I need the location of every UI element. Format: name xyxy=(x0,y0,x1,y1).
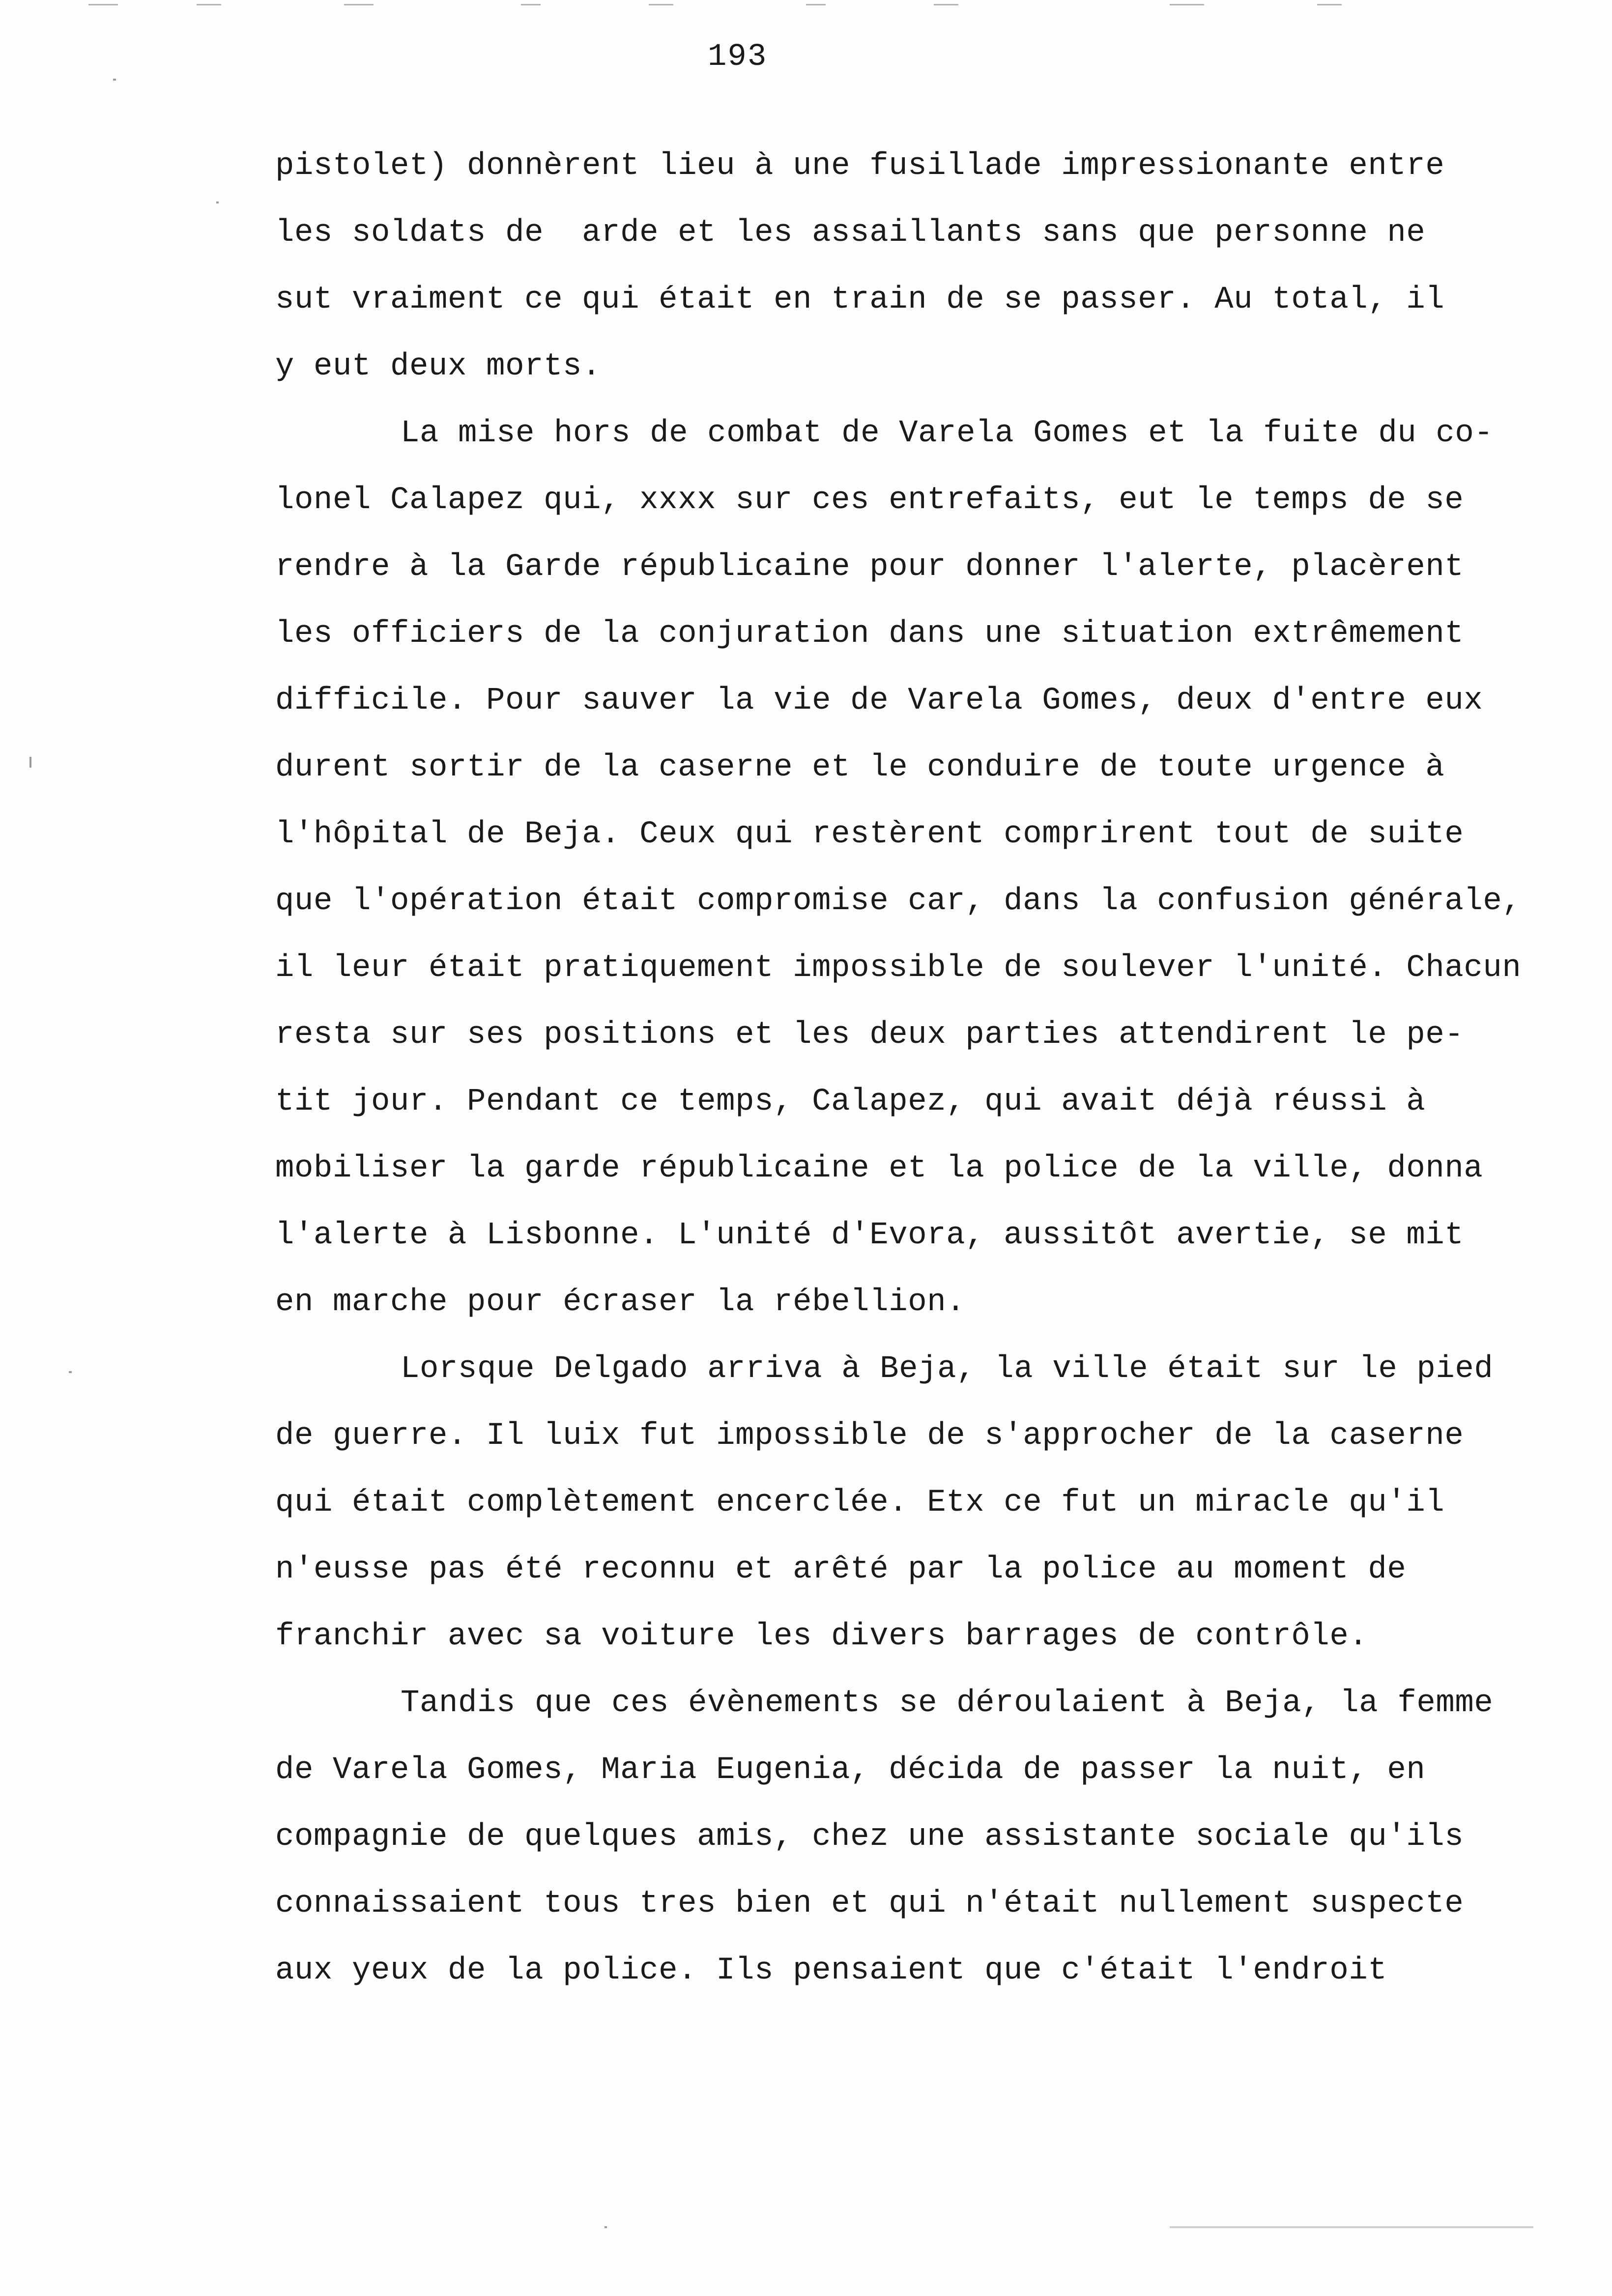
text-line: de guerre. Il luix fut impossible de s'approcher de la caserne xyxy=(275,1418,1464,1454)
scan-artifact xyxy=(1317,4,1342,5)
scan-artifact xyxy=(29,757,31,768)
scan-artifact xyxy=(113,79,116,81)
text-line: il leur était pratiquement impossible de soulever l'unité. Chacun xyxy=(275,950,1522,986)
text-line: les soldats de arde et les assaillants sans que personne ne xyxy=(275,215,1426,251)
scan-artifact xyxy=(806,4,826,5)
text-line: les officiers de la conjuration dans une situation extrêmement xyxy=(275,616,1464,652)
text-line: n'eusse pas été reconnu et arêté par la police au moment de xyxy=(275,1552,1407,1587)
text-line: y eut deux morts. xyxy=(275,349,602,384)
scan-artifact xyxy=(197,4,221,5)
scan-artifact xyxy=(69,1371,72,1373)
scan-artifact xyxy=(521,4,541,5)
text-line: connaissaient tous tres bien et qui n'était nullement suspecte xyxy=(275,1886,1464,1922)
text-line: compagnie de quelques amis, chez une assistante sociale qu'ils xyxy=(275,1819,1464,1855)
page-number: 193 xyxy=(708,39,768,75)
text-line: difficile. Pour sauver la vie de Varela Gomes, deux d'entre eux xyxy=(275,683,1483,718)
text-line: qui était complètement encerclée. Etx ce fut un miracle qu'il xyxy=(275,1485,1445,1521)
text-line: l'hôpital de Beja. Ceux qui restèrent comprirent tout de suite xyxy=(275,817,1464,852)
text-line: rendre à la Garde républicaine pour donner l'alerte, placèrent xyxy=(275,549,1464,585)
text-line: pistolet) donnèrent lieu à une fusillade impressionante entre xyxy=(275,148,1445,184)
scan-artifact xyxy=(216,201,219,203)
body-text xyxy=(275,133,1592,2004)
scan-artifact xyxy=(649,4,673,5)
text-line: durent sortir de la caserne et le conduire de toute urgence à xyxy=(275,750,1445,785)
scan-artifact xyxy=(1170,2226,1533,2228)
text-line: en marche pour écraser la rébellion. xyxy=(275,1285,966,1320)
text-line: l'alerte à Lisbonne. L'unité d'Evora, aussitôt avertie, se mit xyxy=(275,1218,1464,1253)
text-line: tit jour. Pendant ce temps, Calapez, qui avait déjà réussi à xyxy=(275,1084,1426,1119)
text-line: lonel Calapez qui, xxxx sur ces entrefaits, eut le temps de se xyxy=(275,483,1464,518)
text-line: aux yeux de la police. Ils pensaient que c'était l'endroit xyxy=(275,1953,1387,1988)
scan-artifact xyxy=(1170,4,1204,5)
text-line: mobiliser la garde républicaine et la police de la ville, donna xyxy=(275,1151,1483,1186)
scan-artifact xyxy=(88,4,118,5)
scan-artifact xyxy=(934,4,958,5)
scan-artifact xyxy=(344,4,374,5)
scan-artifact xyxy=(604,2226,607,2228)
paragraph-start-line: Lorsque Delgado arriva à Beja, la ville était sur le pied xyxy=(401,1351,1494,1387)
text-line: resta sur ses positions et les deux parties attendirent le pe- xyxy=(275,1017,1464,1053)
text-line: que l'opération était compromise car, dans la confusion générale, xyxy=(275,884,1522,919)
text-line: sut vraiment ce qui était en train de se passer. Au total, il xyxy=(275,282,1445,317)
text-line: de Varela Gomes, Maria Eugenia, décida de passer la nuit, en xyxy=(275,1752,1426,1788)
text-line: franchir avec sa voiture les divers barrages de contrôle. xyxy=(275,1619,1368,1654)
paragraph-start-line: Tandis que ces évènements se déroulaient à Beja, la femme xyxy=(401,1686,1494,1721)
paragraph-start-line: La mise hors de combat de Varela Gomes et la fuite du co- xyxy=(401,416,1494,451)
